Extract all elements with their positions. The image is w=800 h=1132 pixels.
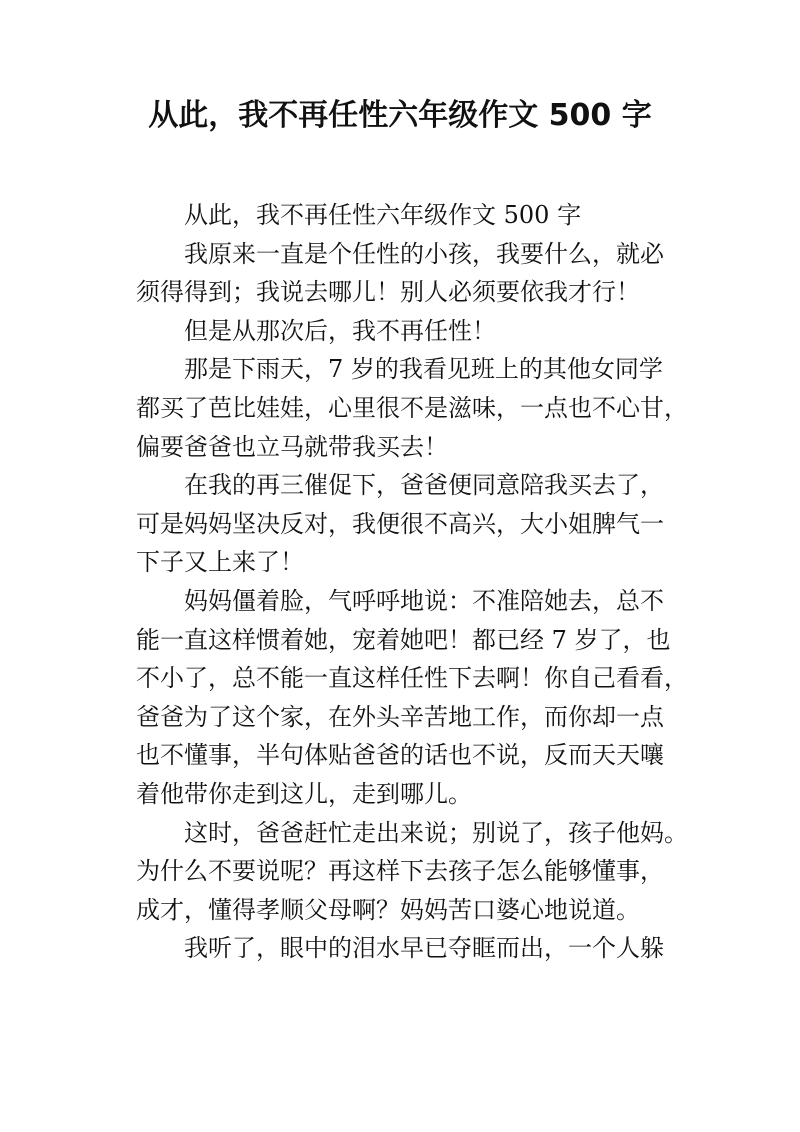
body-line: 从此，我不再任性六年级作文 500 字	[184, 201, 582, 229]
body-line: 下子又上来了！	[136, 548, 304, 577]
body-line: 着他带你走到这儿，走到哪儿。	[136, 779, 472, 808]
body-line: 在我的再三催促下，爸爸便同意陪我买去了，	[184, 471, 664, 500]
body-line: 都买了芭比娃娃，心里很不是滋味，一点也不心甘，	[136, 393, 688, 422]
body-line: 但是从那次后，我不再任性！	[184, 316, 496, 345]
body-line: 不小了，总不能一直这样任性下去啊！你自己看看，	[136, 664, 688, 693]
body-line: 为什么不要说呢？再这样下去孩子怎么能够懂事，	[136, 857, 664, 886]
body-line: 爸爸为了这个家，在外头辛苦地工作，而你却一点	[136, 702, 664, 731]
body-line: 能一直这样惯着她，宠着她吧！都已经 7 岁了，也	[136, 625, 671, 654]
body-line: 偏要爸爸也立马就带我买去！	[136, 432, 448, 461]
body-line: 我原来一直是个任性的小孩，我要什么，就必	[184, 239, 664, 268]
document-title: 从此，我不再任性六年级作文 500 字	[148, 98, 652, 133]
body-line: 这时，爸爸赶忙走出来说；别说了，孩子他妈。	[184, 818, 688, 847]
body-line: 也不懂事，半句体贴爸爸的话也不说，反而天天嚷	[136, 741, 664, 770]
body-line: 须得得到；我说去哪儿！别人必须要依我才行！	[136, 278, 640, 307]
body-line: 我听了，眼中的泪水早已夺眶而出，一个人躲	[184, 934, 664, 963]
body-line: 妈妈僵着脸，气呼呼地说：不准陪她去，总不	[184, 586, 664, 615]
body-line: 成才，懂得孝顺父母啊？妈妈苦口婆心地说道。	[136, 895, 640, 924]
document-body	[136, 196, 688, 968]
body-line: 那是下雨天，7 岁的我看见班上的其他女同学	[184, 355, 663, 384]
body-line: 可是妈妈坚决反对，我便很不高兴，大小姐脾气一	[136, 509, 664, 538]
